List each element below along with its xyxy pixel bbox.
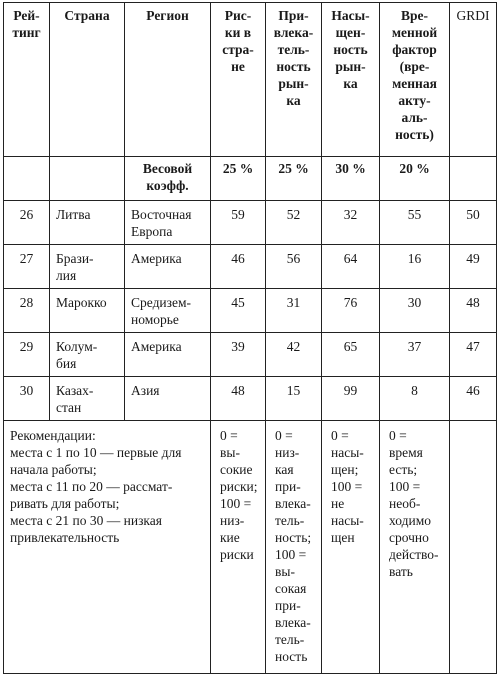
region-cell: Азия (125, 377, 211, 421)
country-cell: Литва (50, 201, 125, 245)
grdi-cell: 50 (450, 201, 497, 245)
table-row (4, 289, 497, 333)
region-cell: Восточная Европа (125, 201, 211, 245)
weight-empty-rank (4, 157, 50, 201)
footer-row (4, 421, 497, 674)
attractiveness-scale-note: 0 = низ- кая при- влека- тель- ность; 100 = вы- сокая при- влека- тель- ность (266, 421, 322, 674)
time-factor-cell: 30 (380, 289, 450, 333)
country-cell: Колум- бия (50, 333, 125, 377)
header-grdi: GRDI (450, 3, 497, 157)
risks-cell: 59 (211, 201, 266, 245)
risks-cell: 48 (211, 377, 266, 421)
risks-cell: 39 (211, 333, 266, 377)
header-time-factor: Вре- менной фактор (вре- менная акту- аль- ность) (380, 3, 450, 157)
saturation-cell: 64 (322, 245, 380, 289)
grdi-cell: 47 (450, 333, 497, 377)
header-region: Регион (125, 3, 211, 157)
recommendations-note: Рекомендации: места с 1 по 10 — первые для начала работы; места с 11 по 20 — рассмат- ривать для работы; места с 21 по 30 — низкая привлекательность (4, 421, 211, 674)
rank-cell: 27 (4, 245, 50, 289)
time-factor-cell: 37 (380, 333, 450, 377)
time-factor-scale-note: 0 = время есть; 100 = необ- ходимо срочно действо- вать (380, 421, 450, 674)
saturation-scale-note: 0 = насы- щен; 100 = не насы- щен (322, 421, 380, 674)
weight-empty-grdi (450, 157, 497, 201)
weight-time-factor: 20 % (380, 157, 450, 201)
saturation-cell: 99 (322, 377, 380, 421)
country-cell: Марокко (50, 289, 125, 333)
footer-empty-grdi (450, 421, 497, 674)
weight-saturation: 30 % (322, 157, 380, 201)
attractiveness-cell: 52 (266, 201, 322, 245)
attractiveness-cell: 42 (266, 333, 322, 377)
risks-cell: 46 (211, 245, 266, 289)
weight-empty-country (50, 157, 125, 201)
weight-row (4, 157, 497, 201)
header-country: Страна (50, 3, 125, 157)
weight-label: Весовой коэфф. (125, 157, 211, 201)
grdi-cell: 49 (450, 245, 497, 289)
attractiveness-cell: 56 (266, 245, 322, 289)
region-cell: Средизем- номорье (125, 289, 211, 333)
saturation-cell: 65 (322, 333, 380, 377)
table-row (4, 245, 497, 289)
time-factor-cell: 16 (380, 245, 450, 289)
header-attractiveness: При- влека- тель- ность рын- ка (266, 3, 322, 157)
header-saturation: Насы- щен- ность рын- ка (322, 3, 380, 157)
region-cell: Америка (125, 333, 211, 377)
table-row (4, 377, 497, 421)
grdi-table (3, 2, 497, 674)
rank-cell: 26 (4, 201, 50, 245)
rank-cell: 30 (4, 377, 50, 421)
region-cell: Америка (125, 245, 211, 289)
attractiveness-cell: 15 (266, 377, 322, 421)
header-rank: Рей- тинг (4, 3, 50, 157)
header-row (4, 3, 497, 157)
header-risks: Рис- ки в стра- не (211, 3, 266, 157)
weight-attractiveness: 25 % (266, 157, 322, 201)
saturation-cell: 32 (322, 201, 380, 245)
time-factor-cell: 8 (380, 377, 450, 421)
country-cell: Казах- стан (50, 377, 125, 421)
grdi-cell: 48 (450, 289, 497, 333)
risks-cell: 45 (211, 289, 266, 333)
grdi-cell: 46 (450, 377, 497, 421)
weight-risks: 25 % (211, 157, 266, 201)
attractiveness-cell: 31 (266, 289, 322, 333)
country-cell: Брази- лия (50, 245, 125, 289)
table-row (4, 201, 497, 245)
rank-cell: 28 (4, 289, 50, 333)
time-factor-cell: 55 (380, 201, 450, 245)
saturation-cell: 76 (322, 289, 380, 333)
rank-cell: 29 (4, 333, 50, 377)
risks-scale-note: 0 = вы- сокие риски; 100 = низ- кие риски (211, 421, 266, 674)
table-row (4, 333, 497, 377)
